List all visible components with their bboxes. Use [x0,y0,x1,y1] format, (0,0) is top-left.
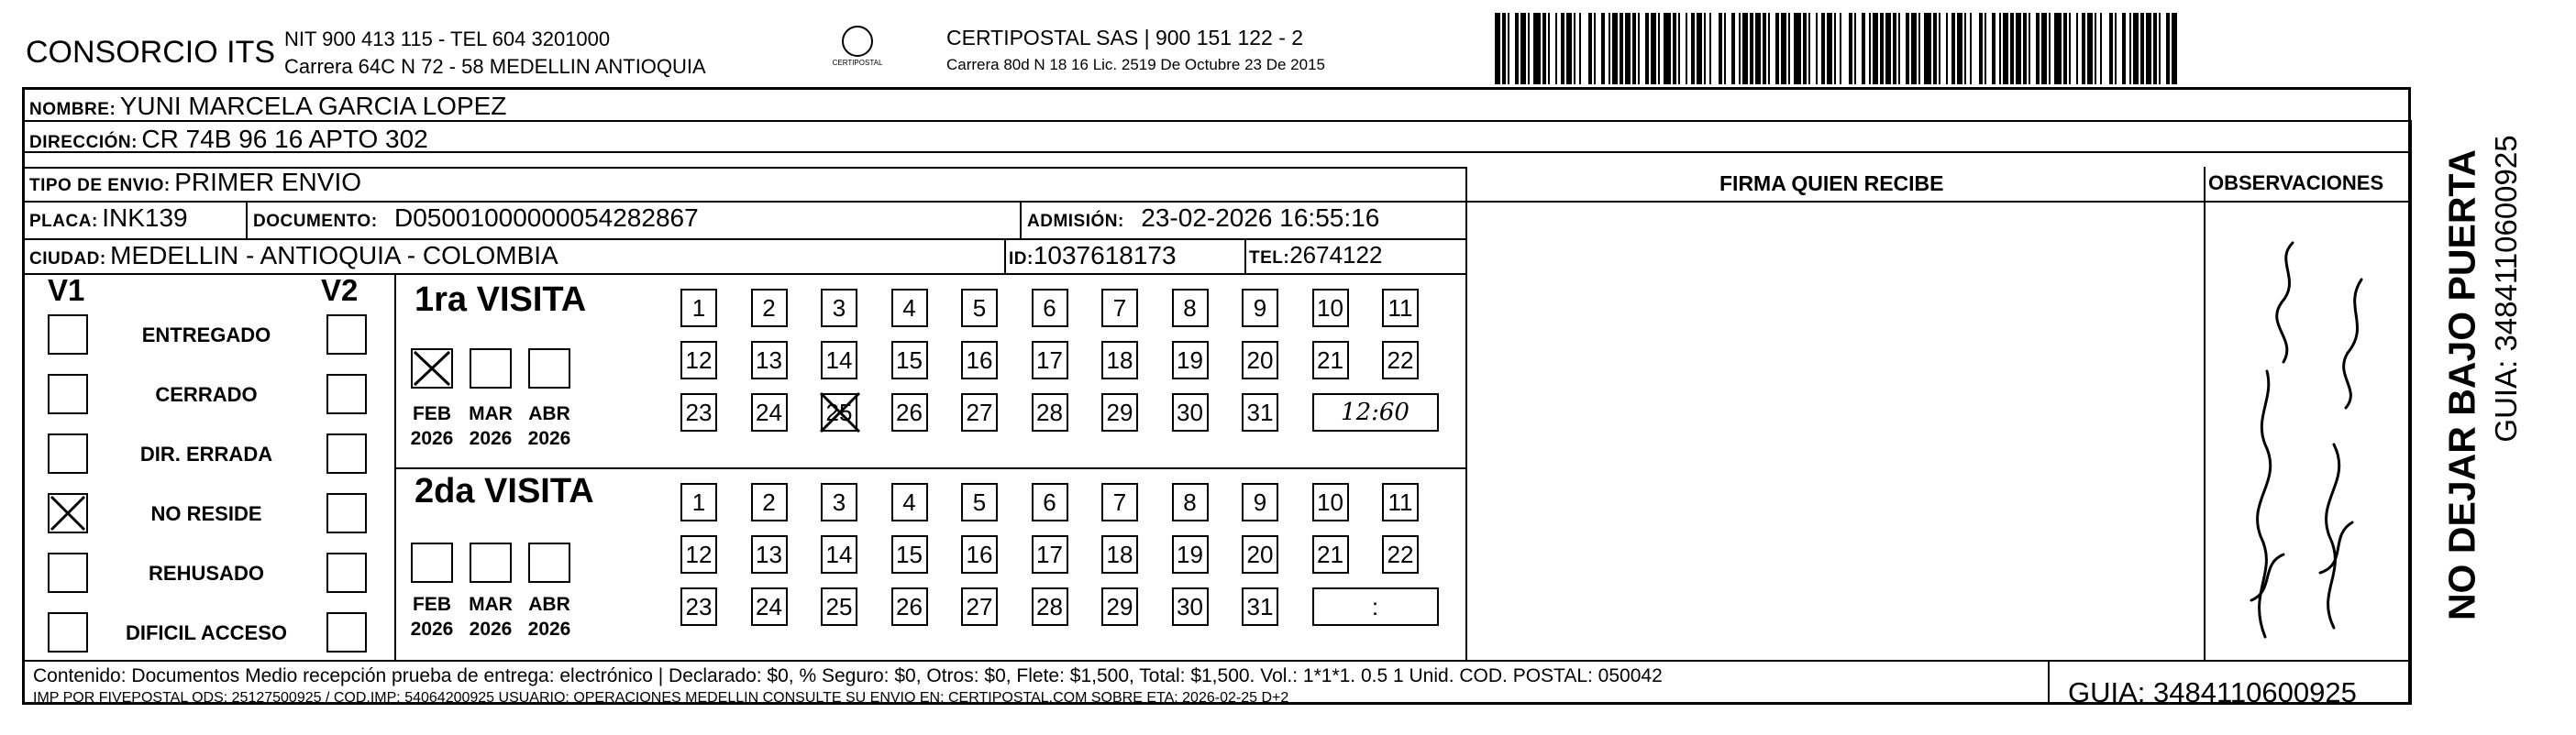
visit1-day-box[interactable]: 19 [1172,341,1209,379]
footer-guia: GUIA: 3484110600925 [2068,676,2357,708]
visit1-day-box[interactable]: 6 [1032,289,1068,327]
visit1-day-box[interactable]: 16 [961,341,998,379]
divider [246,201,248,238]
visit2-time-box[interactable]: : [1312,587,1439,626]
barcode-bar [1841,13,1849,84]
visit1-day-box[interactable]: 10 [1312,289,1349,327]
visit1-title: 1ra VISITA [415,280,587,319]
visit1-month-label [463,401,518,451]
visit1-day-box[interactable]: 3 [821,289,857,327]
v2-header: V2 [321,273,359,307]
observaciones-label: OBSERVACIONES [2208,171,2384,194]
visit1-day-box[interactable]: 17 [1032,341,1068,379]
visit1-day-box[interactable]: 14 [821,341,857,379]
visit1-month-checkbox[interactable] [470,348,512,389]
visit2-month-checkbox[interactable] [528,543,570,583]
month-name: MAR [469,403,513,424]
visit2-day-box[interactable]: 6 [1032,483,1068,521]
visit2-day-box[interactable]: 23 [680,587,717,626]
v2-checkbox[interactable] [326,433,367,474]
v1-checkbox[interactable] [48,612,88,653]
visit1-day-box[interactable]: 20 [1242,341,1278,379]
id-label: ID: [1009,249,1034,269]
id-field [1009,241,1177,270]
visit2-month-label [463,592,518,642]
divider [2204,167,2206,660]
visit2-day-box[interactable]: 12 [680,535,717,574]
visit1-day-box[interactable]: 31 [1242,393,1278,432]
status-label: REHUSADO [149,562,264,585]
visit1-day-box[interactable]: 29 [1101,393,1138,432]
month-year: 2026 [410,428,454,449]
contenido-text: Contenido: Documentos Medio recepción prueba de entrega: electrónico | Declarado: $0, % Seguro: $0, Otros: $0, Flete: $1,500, Total: $1,500. Vol.: 1*1*1. 0.5 1 Unid. COD. POSTAL: 050042 [33,665,1663,686]
visit2-day-box[interactable]: 28 [1032,587,1068,626]
visit1-day-box[interactable]: 30 [1172,393,1209,432]
admision-field [1027,203,1379,233]
visit2-day-box[interactable]: 18 [1101,535,1138,574]
divider [22,201,1465,203]
nombre-field [29,92,506,121]
visit1-day-box[interactable]: 15 [891,341,928,379]
barcode-bar [1794,13,1801,84]
visit1-day-box[interactable]: 24 [751,393,788,432]
visit2-month-label [522,592,577,642]
status-label: DIR. ERRADA [139,443,273,466]
tipo-envio-value: PRIMER ENVIO [174,168,362,196]
divider [1020,201,1022,238]
checkbox-checkmark-icon [411,348,453,389]
v1-checkbox[interactable] [48,314,88,355]
visit2-month-label [404,592,459,642]
visit2-day-box[interactable]: 8 [1172,483,1209,521]
admision-label: ADMISIÓN: [1027,212,1124,231]
visit2-day-box[interactable]: 20 [1242,535,1278,574]
visit1-month-checkbox[interactable] [528,348,570,389]
visit2-day-box[interactable]: 29 [1101,587,1138,626]
nombre-value: YUNI MARCELA GARCIA LOPEZ [119,92,507,120]
v1-checkbox[interactable] [48,433,88,474]
tipo-envio-field [29,168,361,197]
visit1-month-label [522,401,577,451]
company-address: Carrera 64C N 72 - 58 MEDELLIN ANTIOQUIA [284,55,706,78]
visit1-day-box[interactable]: 25 [821,393,857,432]
placa-label: PLACA: [29,212,98,231]
visit2-month-checkbox[interactable] [470,543,512,583]
placa-value: INK139 [102,203,188,232]
visit1-day-box[interactable]: 18 [1101,341,1138,379]
visit1-month-label [404,401,459,451]
direccion-label: DIRECCIÓN: [29,133,138,152]
visit2-day-box[interactable]: 10 [1312,483,1349,521]
tipo-envio-label: TIPO DE ENVIO: [29,176,171,195]
v1-header: V1 [48,273,85,307]
visit2-day-box[interactable]: 25 [821,587,857,626]
v2-checkbox[interactable] [326,553,367,593]
visit1-day-box[interactable]: 2 [751,289,788,327]
divider [22,238,1465,240]
visit1-day-box[interactable]: 4 [891,289,928,327]
barcode-bar [2102,13,2109,84]
documento-field [253,203,699,233]
barcode-bar [1711,13,1719,84]
documento-label: DOCUMENTO: [253,212,378,231]
visit1-day-box[interactable]: 9 [1242,289,1278,327]
visit2-day-box[interactable]: 15 [891,535,928,574]
checkbox-checkmark-icon [48,493,88,533]
v2-checkbox[interactable] [326,374,367,414]
divider [22,273,1465,275]
imp-text: IMP POR FIVEPOSTAL ODS: 25127500925 / COD.IMP: 54064200925 USUARIO: OPERACIONES MEDELLIN CONSULTE SU ENVIO EN: CERTIPOSTAL.COM SOBRE ETA: 2026-02-25 D+2 [33,690,1289,706]
status-label: NO RESIDE [150,502,262,525]
barcode [1495,13,2178,84]
divider [22,660,2410,662]
visit1-day-box[interactable]: 13 [751,341,788,379]
v1-checkbox[interactable] [48,553,88,593]
ciudad-value: MEDELLIN - ANTIOQUIA - COLOMBIA [110,241,558,269]
visit2-day-box[interactable]: 3 [821,483,857,521]
logo-circle-icon [842,26,873,57]
month-name: FEB [413,594,451,615]
visit1-day-box[interactable]: 11 [1382,289,1419,327]
visit1-day-box[interactable]: 7 [1101,289,1138,327]
barcode-bar [2054,13,2062,84]
v2-checkbox[interactable] [326,612,367,653]
placa-field [29,203,188,233]
status-label: DIFICIL ACCESO [125,621,287,644]
visit2-day-box[interactable]: 17 [1032,535,1068,574]
visit1-day-box[interactable]: 26 [891,393,928,432]
certipostal-address: Carrera 80d N 18 16 Lic. 2519 De Octubre 23 De 2015 [946,56,1325,73]
divider [1004,238,1006,273]
visit2-day-box[interactable]: 5 [961,483,998,521]
company-info [284,26,706,81]
visit1-day-box[interactable]: 22 [1382,341,1419,379]
v1-checkbox[interactable] [48,374,88,414]
month-year: 2026 [410,619,454,640]
divider [1465,167,1467,660]
barcode-bar [1664,13,1671,84]
day-strike-icon [817,389,863,435]
ciudad-label: CIUDAD: [29,249,106,269]
month-year: 2026 [469,619,513,640]
visit2-day-box[interactable]: 30 [1172,587,1209,626]
no-dejar-warning: NO DEJAR BAJO PUERTA [2440,148,2483,621]
barcode-bar [2172,13,2177,84]
visit2-month-checkbox[interactable] [411,543,453,583]
documento-value: D05001000000054282867 [394,203,699,232]
visit2-day-box[interactable]: 22 [1382,535,1419,574]
visit2-day-box[interactable]: 11 [1382,483,1419,521]
v2-checkbox[interactable] [326,314,367,355]
visit1-day-box[interactable]: 21 [1312,341,1349,379]
divider [2048,660,2050,705]
certipostal-info [946,26,1325,74]
company-nit: NIT 900 413 115 - TEL 604 3201000 [284,27,611,50]
visit2-day-box[interactable]: 2 [751,483,788,521]
visit2-title: 2da VISITA [415,472,594,510]
company-name: CONSORCIO ITS [26,35,276,70]
visit2-day-box[interactable]: 27 [961,587,998,626]
barcode-bar [1972,13,1979,84]
divider [394,273,396,660]
visit2-day-box[interactable]: 31 [1242,587,1278,626]
barcode-bar [1581,13,1588,84]
month-name: MAR [469,594,513,615]
visit1-day-box[interactable]: 27 [961,393,998,432]
direccion-field [29,125,428,154]
handwritten-observation-scribble [2210,206,2407,655]
barcode-bar [1924,13,1931,84]
id-value: 1037618173 [1033,241,1177,269]
status-label: ENTREGADO [141,324,271,346]
status-label: CERRADO [155,383,258,406]
visit2-day-box[interactable]: 4 [891,483,928,521]
month-name: ABR [528,594,570,615]
certipostal-name: CERTIPOSTAL SAS | 900 151 122 - 2 [946,26,1304,49]
visit2-day-box[interactable]: 16 [961,535,998,574]
ciudad-field [29,241,558,270]
visit1-day-box[interactable]: 23 [680,393,717,432]
month-name: FEB [413,403,451,424]
side-guia: GUIA: 3484110600925 [2489,135,2523,443]
month-name: ABR [528,403,570,424]
visit1-day-box[interactable]: 1 [680,289,717,327]
nombre-label: NOMBRE: [29,100,116,119]
visit2-day-box[interactable]: 21 [1312,535,1349,574]
visit2-day-box[interactable]: 26 [891,587,928,626]
month-year: 2026 [527,619,571,640]
divider [394,467,1465,469]
month-year: 2026 [527,428,571,449]
visit2-day-box[interactable]: 1 [680,483,717,521]
visit2-day-box[interactable]: 9 [1242,483,1278,521]
month-year: 2026 [469,428,513,449]
visit2-day-box[interactable]: 13 [751,535,788,574]
visit1-day-box[interactable]: 12 [680,341,717,379]
visit2-day-box[interactable]: 14 [821,535,857,574]
tel-label: TEL: [1249,248,1290,268]
tel-value: 2674122 [1289,241,1383,269]
barcode-bar [1533,13,1541,84]
direccion-value: CR 74B 96 16 APTO 302 [141,125,428,153]
divider [2410,120,2412,705]
visit1-day-box[interactable]: 28 [1032,393,1068,432]
visit2-day-box[interactable]: 7 [1101,483,1138,521]
visit2-day-box[interactable]: 19 [1172,535,1209,574]
visit1-day-box[interactable]: 8 [1172,289,1209,327]
tel-field [1249,241,1382,269]
firma-label: FIRMA QUIEN RECIBE [1719,171,1944,195]
visit1-day-box[interactable]: 5 [961,289,998,327]
v2-checkbox[interactable] [326,493,367,533]
logo-caption: CERTIPOSTAL [832,59,883,67]
visit2-day-box[interactable]: 24 [751,587,788,626]
form-frame [22,87,2411,705]
divider [1465,201,2410,203]
admision-value: 23-02-2026 16:55:16 [1141,203,1380,232]
visit1-time-box[interactable]: 12:60 [1312,393,1439,432]
certipostal-logo [830,26,885,67]
divider [1244,238,1246,273]
